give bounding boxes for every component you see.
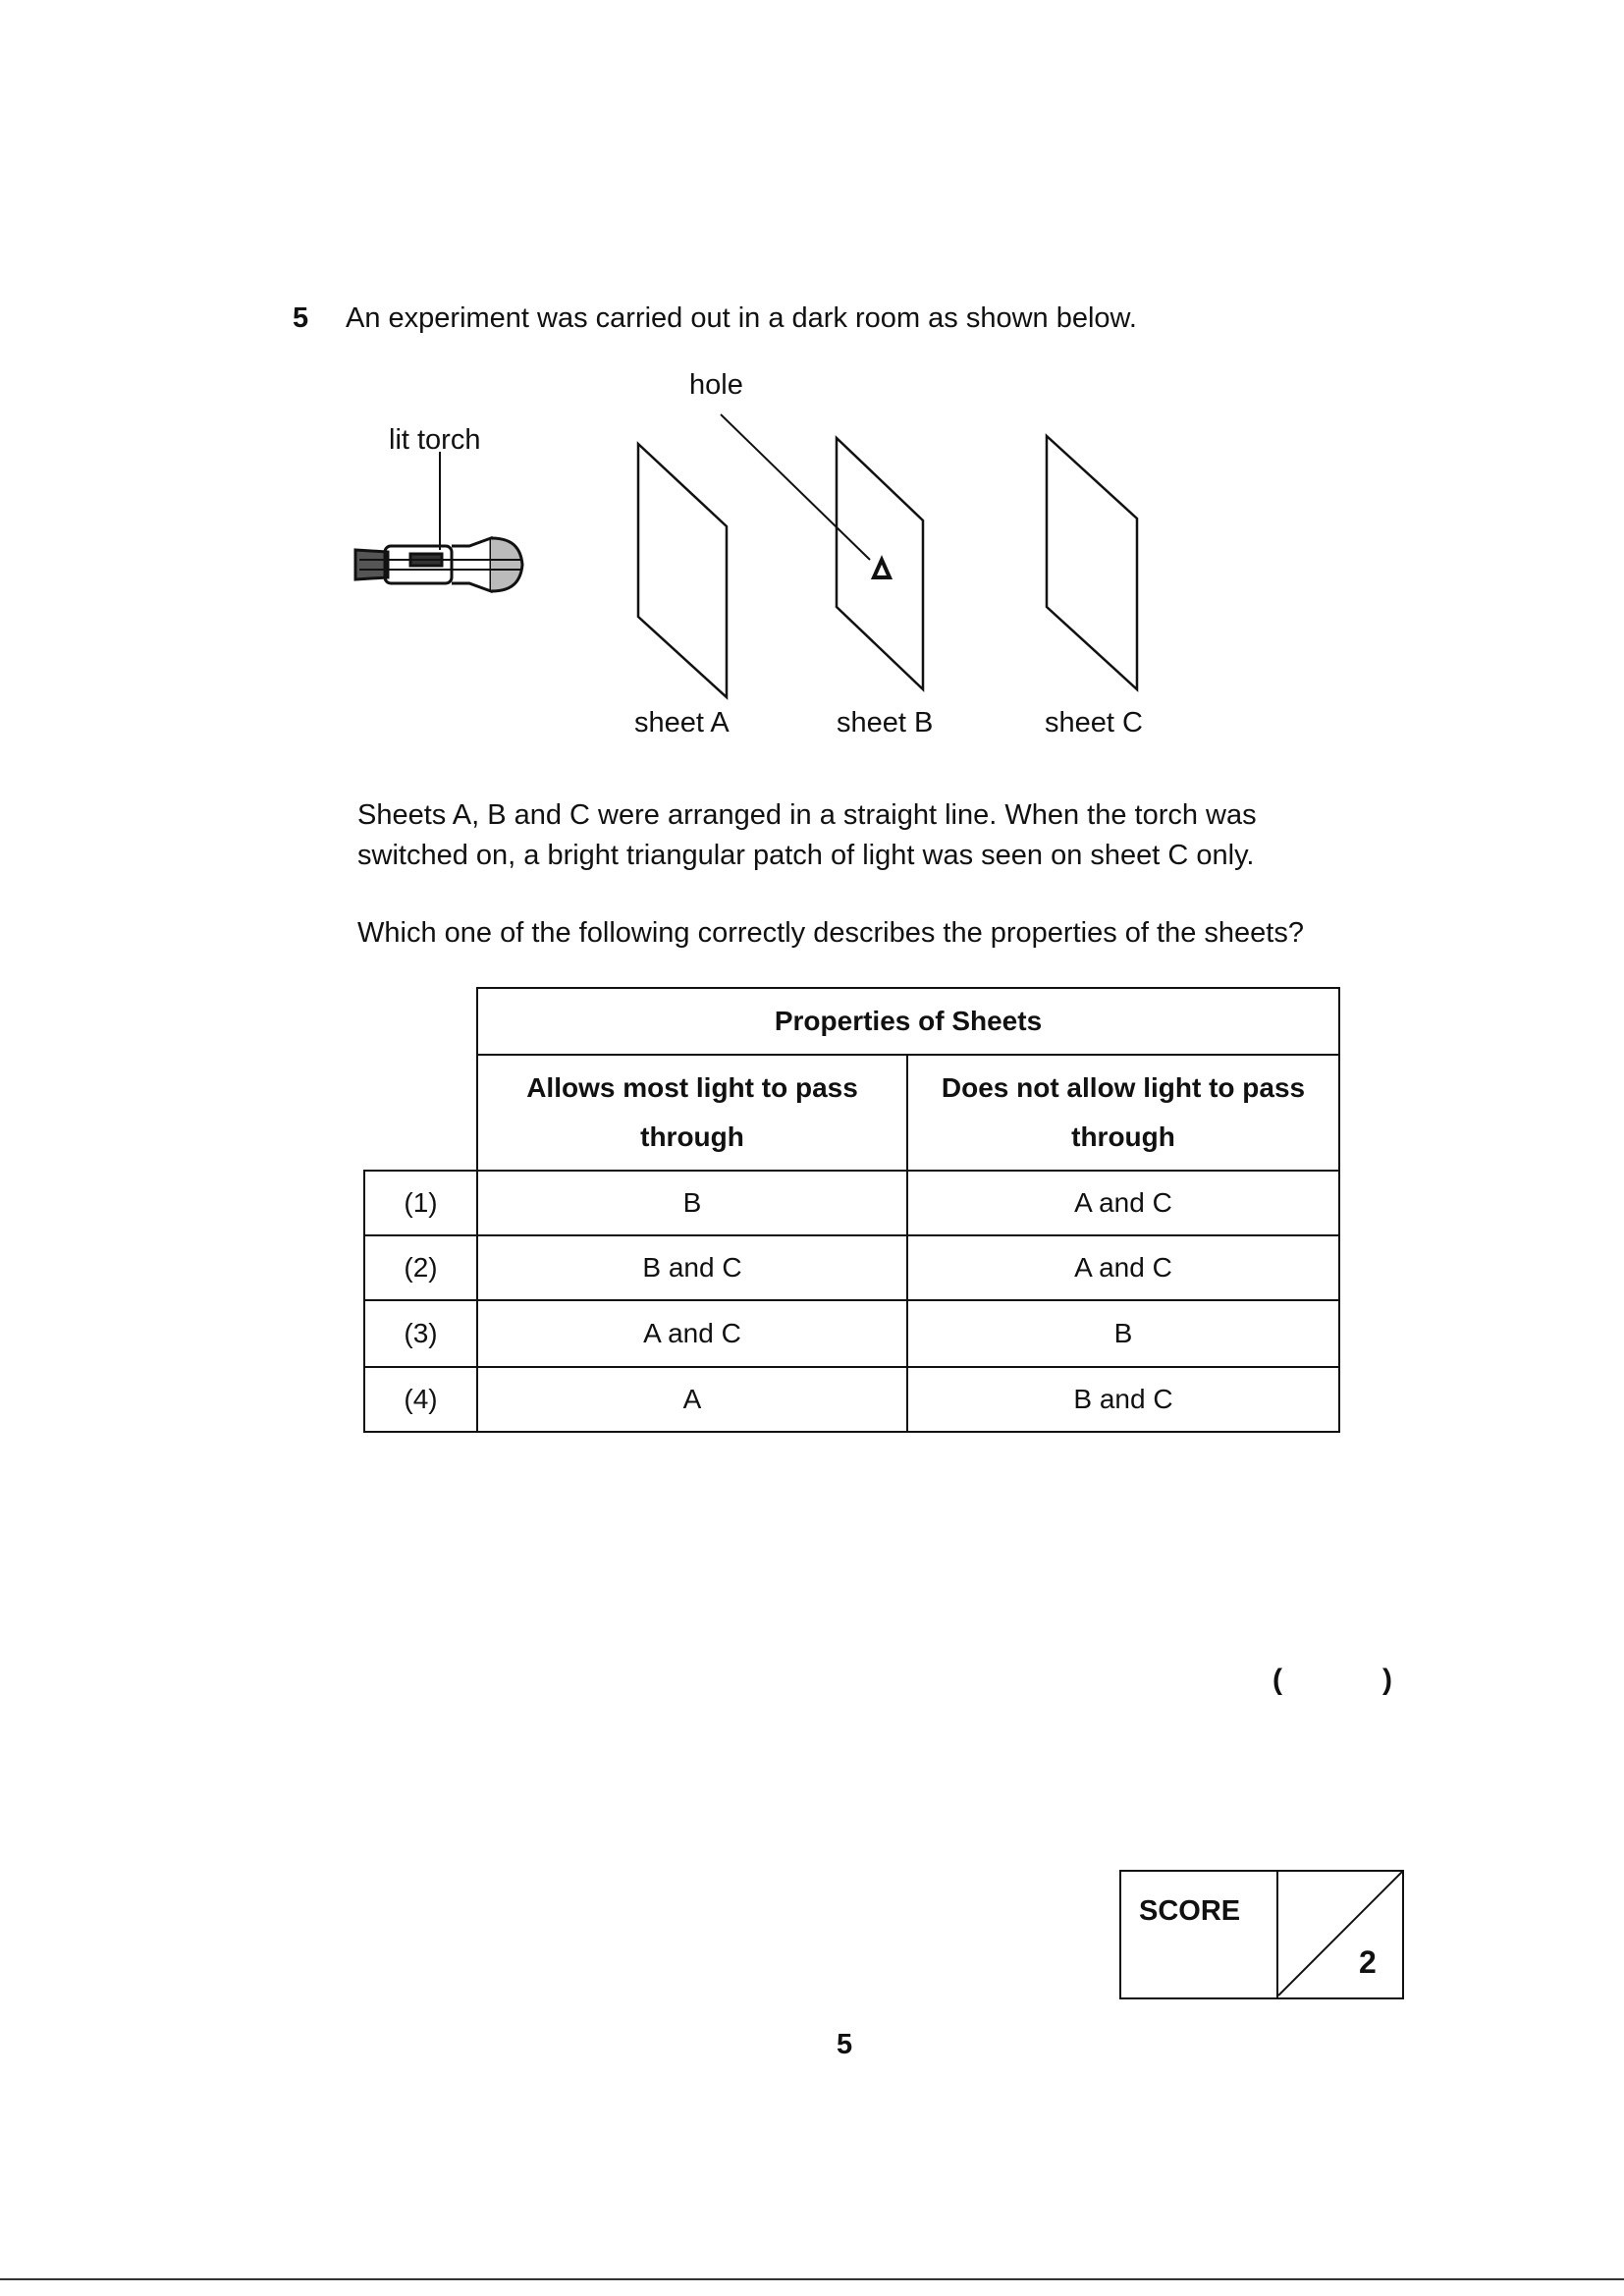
- bottom-rule: [0, 2278, 1624, 2280]
- allows-cell: B and C: [477, 1235, 907, 1300]
- option-label: (2): [364, 1235, 477, 1300]
- blocks-cell: B: [907, 1300, 1339, 1367]
- col-header-blocks: [907, 1055, 1339, 1171]
- allows-cell: A: [477, 1367, 907, 1432]
- question-number: 5: [293, 302, 309, 334]
- score-label: SCORE: [1139, 1895, 1241, 1927]
- table-corner-blank: [364, 988, 477, 1171]
- col-header-blocks-line1: Does not allow light to pass: [941, 1072, 1306, 1103]
- allows-cell: A and C: [477, 1300, 907, 1367]
- properties-table: [363, 987, 1340, 1433]
- lit-torch-label: lit torch: [389, 424, 481, 456]
- option-label: (4): [364, 1367, 477, 1432]
- col-header-blocks-line2: through: [1071, 1121, 1175, 1152]
- option-label: (1): [364, 1171, 477, 1235]
- question-intro: An experiment was carried out in a dark room as shown below.: [346, 302, 1137, 334]
- col-header-allows-line1: Allows most light to pass: [526, 1072, 858, 1103]
- option-label: (3): [364, 1300, 477, 1367]
- table-row: [364, 1235, 1339, 1300]
- answer-open-bracket: (: [1272, 1664, 1282, 1696]
- table-row: [364, 1171, 1339, 1235]
- blocks-cell: A and C: [907, 1171, 1339, 1235]
- col-header-allows-line2: through: [640, 1121, 744, 1152]
- sheet-b-label: sheet B: [837, 707, 934, 738]
- sheet-a-label: sheet A: [634, 707, 730, 738]
- question-line: Which one of the following correctly describes the properties of the sheets?: [357, 917, 1304, 949]
- table-row: [364, 1367, 1339, 1432]
- triangle-hole-icon: [874, 560, 890, 577]
- table-title: Properties of Sheets: [477, 988, 1339, 1055]
- experiment-diagram: [0, 0, 1624, 786]
- sheet-c-shape: [1047, 436, 1137, 689]
- hole-label: hole: [689, 369, 743, 401]
- lit-torch-illustration: [355, 452, 522, 591]
- col-header-allows: [477, 1055, 907, 1171]
- table-row: [364, 1300, 1339, 1367]
- allows-cell: B: [477, 1171, 907, 1235]
- answer-blank[interactable]: [1298, 1660, 1379, 1703]
- para-line-2: switched on, a bright triangular patch of light was seen on sheet C only.: [357, 840, 1255, 871]
- para-line-1: Sheets A, B and C were arranged in a straight line. When the torch was: [357, 799, 1257, 831]
- score-box: [1119, 1870, 1404, 1999]
- answer-close-bracket: ): [1382, 1664, 1392, 1696]
- page-number: 5: [837, 2029, 853, 2060]
- sheet-a-shape: [638, 444, 727, 697]
- blocks-cell: A and C: [907, 1235, 1339, 1300]
- hole-pointer: [721, 414, 870, 560]
- sheet-c-label: sheet C: [1045, 707, 1143, 738]
- score-diagonal: [1278, 1872, 1402, 1997]
- score-max: 2: [1359, 1944, 1377, 1980]
- blocks-cell: B and C: [907, 1367, 1339, 1432]
